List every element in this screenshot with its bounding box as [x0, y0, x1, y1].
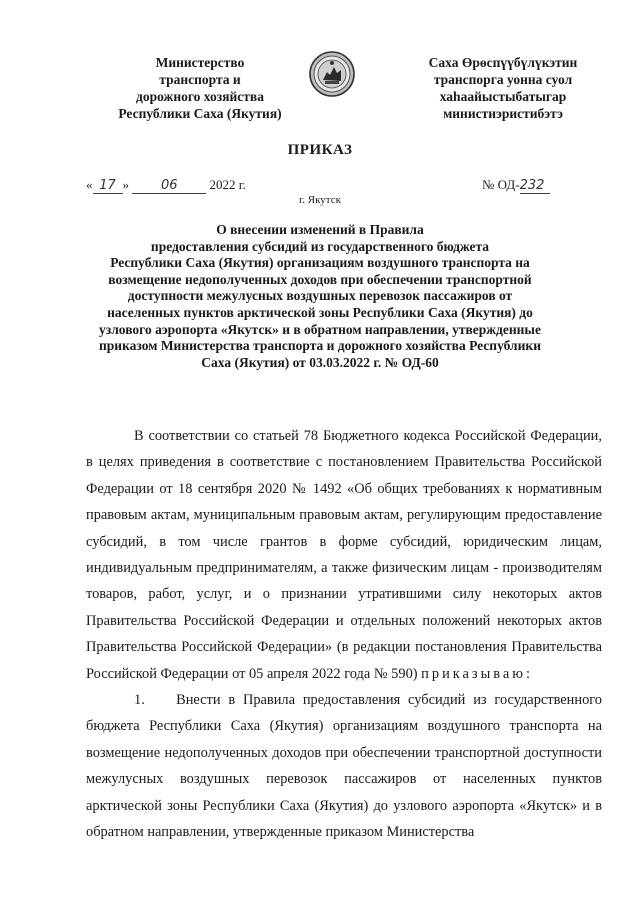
- ministry-line: Республики Саха (Якутия): [118, 106, 282, 121]
- ministry-line: Министерство: [155, 55, 245, 70]
- city: г. Якутск: [299, 194, 341, 206]
- preamble-text: В соответствии со статьей 78 Бюджетного кодекса Российской Федерации, в целях приведения в соответствие с постановлением Правительства Российской Федерации от 18 сентября 2020 № 1492 «Об общих требованиях к нормативным правовым актам, муниципальным правовым актам, регулирующим предоставление субсидий, в том числе грантов в форме субсидий, юридическим лицам, индивидуальным предпринимателям, а также физическим лицам - производителям товаров, работ, услуг, и о признании утратившими силу некоторых актов Правительства Российской Федерации и отдельных положений некоторых актов Правительства Российской Федерации» (в редакции постановления Правительства Российской Федерации от 05 апреля 2022 года № 590): [86, 428, 602, 682]
- date-month: 06: [132, 178, 206, 194]
- coat-of-arms-icon: [308, 50, 356, 98]
- ministry-line: транспорга уонна суол: [433, 72, 573, 87]
- title-line: населенных пунктов арктической зоны Республики Саха (Якутия) до: [107, 304, 533, 320]
- title-line: предоставления субсидий из государственного бюджета: [150, 238, 490, 254]
- preamble-paragraph: [86, 423, 602, 687]
- order-number-prefix: № ОД-: [482, 177, 520, 192]
- date-close-quote: »: [122, 177, 129, 192]
- order-number-value: 232: [520, 178, 550, 194]
- item-1-text: Внести в Правила предоставления субсидий из государственного бюджета Республики Саха (Якутия) организациям воздушного транспорта на возмещение недополученных доходов при обеспечении транспортной доступности межулусных воздушных перевозок пассажиров от населенных пунктов арктической зоны Республики Саха (Якутия) до узлового аэропорта «Якутск» и в обратном направлении, утвержденные приказом Министерства: [86, 692, 603, 841]
- document-body: [86, 423, 602, 846]
- ministry-name-yakut: [398, 54, 608, 122]
- title-line: Республики Саха (Якутия) организациям воздушного транспорта на: [110, 255, 530, 271]
- ministry-line: министиэристибэтэ: [443, 106, 563, 121]
- date-year: 2022 г.: [209, 177, 246, 192]
- date-day: 17: [93, 178, 123, 194]
- ministry-line: Саха Өрөспүүбүлүкэтин: [428, 55, 578, 70]
- order-word: приказываю:: [421, 665, 534, 682]
- title-line: возмещение недополученных доходов при обеспечении транспортной: [108, 271, 532, 287]
- ministry-line: хаһаайыстыбатыгар: [439, 89, 567, 104]
- title-line: О внесении изменений в Правила: [216, 222, 424, 237]
- ministry-line: дорожного хозяйства: [136, 89, 264, 104]
- item-1-number: 1.: [134, 692, 145, 709]
- title-line: приказом Министерства транспорта и дорожного хозяйства Республики: [99, 338, 541, 354]
- order-date: [86, 177, 246, 194]
- ministry-name-russian: [100, 54, 300, 122]
- order-number: [482, 177, 550, 194]
- title-line: доступности межулусных воздушных перевозок пассажиров от: [127, 288, 513, 304]
- item-1-paragraph: [86, 687, 602, 845]
- ministry-line: транспорта и: [159, 72, 241, 87]
- document-type: ПРИКАЗ: [287, 142, 353, 158]
- title-line: Саха (Якутия) от 03.03.2022 г. № ОД-60: [201, 354, 439, 370]
- date-open-quote: «: [86, 177, 93, 192]
- title-line: узлового аэропорта «Якутск» и в обратном направлении, утвержденные: [99, 321, 541, 337]
- document-title: [90, 222, 550, 371]
